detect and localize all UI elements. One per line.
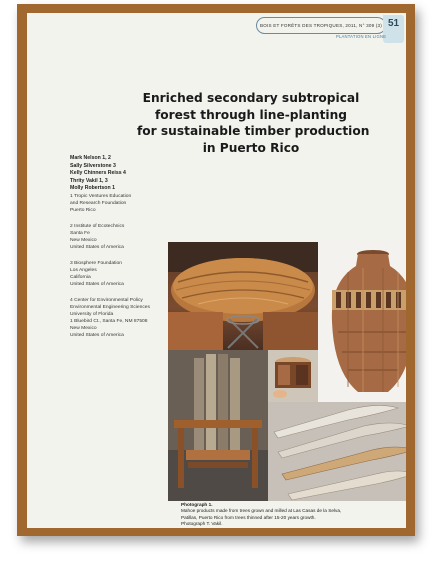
affiliation-line: New Mexico	[70, 238, 97, 244]
affiliation-line: 4 Center for Environmental Policy	[70, 298, 143, 303]
author: Kelly Chinners Reiss 4	[70, 170, 126, 177]
affiliation-1	[70, 193, 131, 214]
photo-carved-spoons	[268, 402, 406, 501]
chair-drawing	[168, 350, 268, 501]
photo-adirondack-chair	[168, 350, 268, 501]
journal-header-text: BOIS ET FORÊTS DES TROPIQUES, 2011, N° 309 (3)	[259, 23, 383, 28]
author: Mark Nelson 1, 2	[70, 155, 111, 161]
page-number: 51	[383, 15, 404, 43]
affiliation-line: California	[70, 275, 91, 281]
author: Molly Robertson 1	[70, 185, 115, 192]
affiliation-line: United States of America	[70, 333, 124, 339]
round-table-drawing	[168, 242, 318, 350]
affiliation-line: 1 Bluebird Ct., Santa Fe, NM 87508	[70, 319, 148, 325]
author: Thrity Vakil 1, 3	[70, 177, 108, 184]
caption-line: Photograph T. Vakil.	[181, 520, 223, 526]
journal-header	[256, 17, 386, 34]
title-line: for sustainable timber production	[137, 124, 370, 138]
affiliation-line: United States of America	[70, 245, 124, 251]
affiliation-line: 3 Biosphere Foundation	[70, 261, 122, 266]
affiliation-line: Environmental Engineering Sciences	[70, 305, 150, 311]
photo-round-table	[168, 242, 318, 350]
affiliation-line: United States of America	[70, 282, 124, 288]
title-line: in Puerto Rico	[202, 140, 300, 155]
title-line: Enriched secondary subtropical	[142, 91, 360, 105]
affiliation-line: University of Florida	[70, 312, 114, 318]
page-frame	[17, 4, 415, 536]
photo-small-box	[268, 350, 318, 402]
affiliation-3	[70, 260, 124, 288]
caption-line: Mahoe products made from trees grown and milled at Las Casas de la Selva,	[181, 508, 342, 514]
affiliation-line: and Research Foundation	[70, 201, 127, 207]
section-label: PLANTATION EN LIGNE	[336, 34, 387, 39]
page-sheet	[27, 13, 406, 528]
affiliation-line: Puerto Rico	[70, 208, 96, 214]
vase-drawing	[318, 242, 406, 402]
caption-title: Photograph 1.	[181, 502, 213, 507]
caption-line: Patillas, Puerto Rico from trees thinned after 15-20 years growth.	[181, 514, 316, 520]
affiliation-line: Los Angeles	[70, 268, 97, 274]
box-drawing	[268, 350, 318, 402]
spoons-drawing	[268, 402, 406, 501]
affiliation-line: Santa Fe	[70, 231, 90, 237]
title-line: forest through line-planting	[154, 107, 348, 122]
affiliation-2	[70, 223, 124, 251]
article-title	[137, 90, 370, 156]
photograph-caption	[181, 502, 401, 527]
affiliation-line: 1 Tropic Ventures Education	[70, 194, 132, 199]
photo-wooden-vase	[318, 242, 406, 402]
author: Sally Silverstone 3	[70, 162, 116, 169]
affiliation-line: 2 Institute of Ecotechnics	[70, 224, 125, 229]
photograph-collage	[168, 242, 406, 501]
affiliation-line: New Mexico	[70, 326, 97, 332]
affiliation-4	[70, 297, 150, 340]
author-list	[70, 155, 126, 193]
